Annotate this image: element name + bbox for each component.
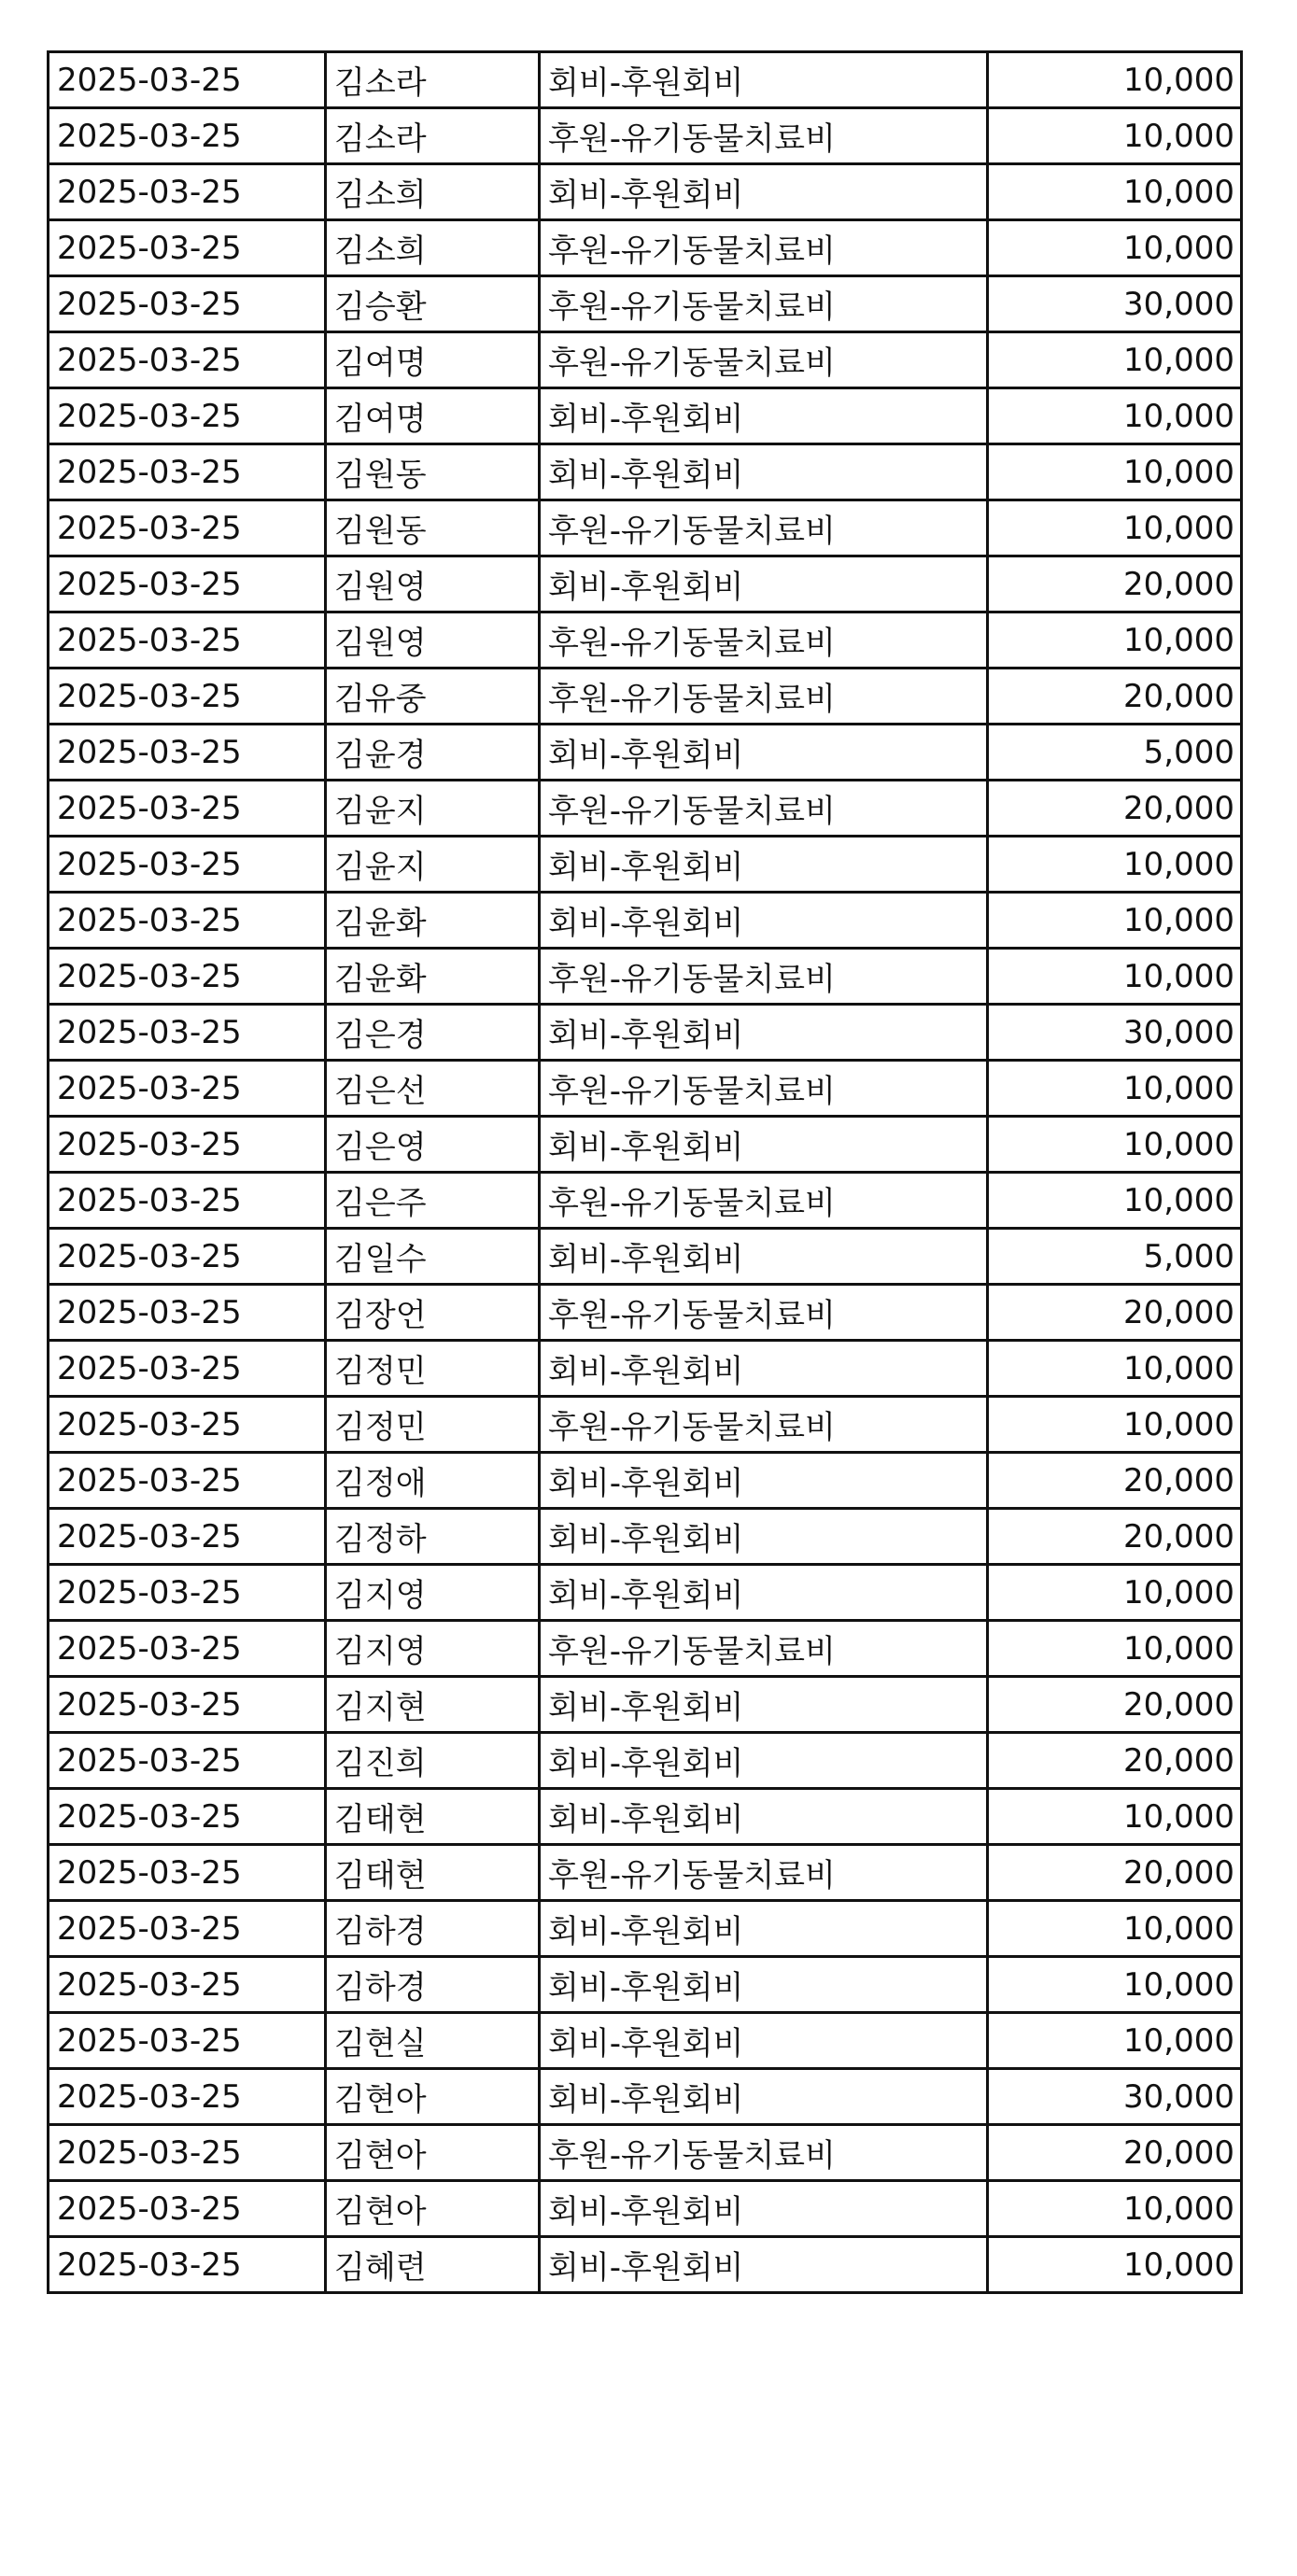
cell-date: 2025-03-25 <box>49 1285 326 1341</box>
cell-donor-name: 김윤경 <box>326 725 540 781</box>
cell-date: 2025-03-25 <box>49 500 326 556</box>
table-row <box>49 1957 1242 2013</box>
cell-category: 회비-후원회비 <box>540 1117 988 1173</box>
cell-amount: 5,000 <box>988 1229 1242 1285</box>
cell-amount: 20,000 <box>988 2125 1242 2181</box>
cell-amount: 20,000 <box>988 669 1242 725</box>
cell-donor-name: 김현아 <box>326 2125 540 2181</box>
cell-donor-name: 김원영 <box>326 556 540 612</box>
cell-category: 회비-후원회비 <box>540 2013 988 2069</box>
cell-amount: 10,000 <box>988 388 1242 444</box>
table-row <box>49 276 1242 332</box>
cell-date: 2025-03-25 <box>49 444 326 500</box>
cell-date: 2025-03-25 <box>49 1173 326 1229</box>
table-row <box>49 108 1242 164</box>
cell-category: 후원-유기동물치료비 <box>540 2125 988 2181</box>
table-row <box>49 332 1242 388</box>
table-row <box>49 220 1242 276</box>
cell-date: 2025-03-25 <box>49 108 326 164</box>
cell-date: 2025-03-25 <box>49 669 326 725</box>
cell-donor-name: 김윤지 <box>326 781 540 837</box>
cell-amount: 20,000 <box>988 1285 1242 1341</box>
cell-date: 2025-03-25 <box>49 1565 326 1621</box>
cell-amount: 30,000 <box>988 1005 1242 1061</box>
cell-date: 2025-03-25 <box>49 52 326 108</box>
cell-donor-name: 김윤화 <box>326 893 540 949</box>
cell-category: 후원-유기동물치료비 <box>540 276 988 332</box>
table-row <box>49 1733 1242 1789</box>
cell-amount: 30,000 <box>988 2069 1242 2125</box>
cell-donor-name: 김지영 <box>326 1621 540 1677</box>
cell-amount: 20,000 <box>988 1677 1242 1733</box>
cell-donor-name: 김은선 <box>326 1061 540 1117</box>
cell-donor-name: 김현아 <box>326 2181 540 2237</box>
ledger-body <box>49 52 1242 2293</box>
cell-date: 2025-03-25 <box>49 1229 326 1285</box>
cell-donor-name: 김윤화 <box>326 949 540 1005</box>
cell-donor-name: 김하경 <box>326 1901 540 1957</box>
cell-category: 후원-유기동물치료비 <box>540 669 988 725</box>
cell-date: 2025-03-25 <box>49 2069 326 2125</box>
cell-category: 회비-후원회비 <box>540 2069 988 2125</box>
cell-amount: 10,000 <box>988 108 1242 164</box>
cell-donor-name: 김승환 <box>326 276 540 332</box>
cell-date: 2025-03-25 <box>49 1677 326 1733</box>
cell-amount: 10,000 <box>988 1621 1242 1677</box>
cell-amount: 10,000 <box>988 1117 1242 1173</box>
cell-category: 후원-유기동물치료비 <box>540 612 988 669</box>
cell-donor-name: 김소라 <box>326 52 540 108</box>
cell-amount: 10,000 <box>988 2181 1242 2237</box>
table-row <box>49 1845 1242 1901</box>
cell-donor-name: 김원동 <box>326 444 540 500</box>
table-row <box>49 612 1242 669</box>
cell-donor-name: 김태현 <box>326 1789 540 1845</box>
cell-amount: 10,000 <box>988 1173 1242 1229</box>
table-row <box>49 949 1242 1005</box>
cell-amount: 10,000 <box>988 164 1242 220</box>
cell-donor-name: 김혜련 <box>326 2237 540 2293</box>
cell-amount: 30,000 <box>988 276 1242 332</box>
cell-date: 2025-03-25 <box>49 949 326 1005</box>
table-row <box>49 556 1242 612</box>
cell-donor-name: 김소희 <box>326 164 540 220</box>
cell-date: 2025-03-25 <box>49 1789 326 1845</box>
cell-donor-name: 김은경 <box>326 1005 540 1061</box>
cell-date: 2025-03-25 <box>49 1397 326 1453</box>
table-row <box>49 1005 1242 1061</box>
cell-date: 2025-03-25 <box>49 612 326 669</box>
cell-amount: 10,000 <box>988 220 1242 276</box>
cell-category: 회비-후원회비 <box>540 725 988 781</box>
cell-category: 회비-후원회비 <box>540 1509 988 1565</box>
cell-amount: 5,000 <box>988 725 1242 781</box>
cell-donor-name: 김여명 <box>326 332 540 388</box>
cell-donor-name: 김유중 <box>326 669 540 725</box>
cell-date: 2025-03-25 <box>49 1005 326 1061</box>
cell-donor-name: 김지현 <box>326 1677 540 1733</box>
cell-category: 회비-후원회비 <box>540 1005 988 1061</box>
cell-donor-name: 김태현 <box>326 1845 540 1901</box>
cell-category: 회비-후원회비 <box>540 893 988 949</box>
cell-donor-name: 김현아 <box>326 2069 540 2125</box>
cell-amount: 10,000 <box>988 837 1242 893</box>
cell-donor-name: 김정민 <box>326 1397 540 1453</box>
cell-amount: 10,000 <box>988 1789 1242 1845</box>
table-row <box>49 2013 1242 2069</box>
cell-donor-name: 김은주 <box>326 1173 540 1229</box>
table-row <box>49 1397 1242 1453</box>
table-row <box>49 1565 1242 1621</box>
cell-category: 회비-후원회비 <box>540 1901 988 1957</box>
cell-date: 2025-03-25 <box>49 2013 326 2069</box>
cell-category: 회비-후원회비 <box>540 444 988 500</box>
cell-date: 2025-03-25 <box>49 725 326 781</box>
cell-category: 후원-유기동물치료비 <box>540 1173 988 1229</box>
cell-amount: 10,000 <box>988 612 1242 669</box>
cell-date: 2025-03-25 <box>49 276 326 332</box>
cell-donor-name: 김윤지 <box>326 837 540 893</box>
cell-amount: 20,000 <box>988 781 1242 837</box>
cell-category: 회비-후원회비 <box>540 1957 988 2013</box>
table-row <box>49 837 1242 893</box>
cell-donor-name: 김지영 <box>326 1565 540 1621</box>
cell-date: 2025-03-25 <box>49 893 326 949</box>
cell-date: 2025-03-25 <box>49 837 326 893</box>
cell-category: 후원-유기동물치료비 <box>540 949 988 1005</box>
table-row <box>49 1173 1242 1229</box>
cell-amount: 10,000 <box>988 444 1242 500</box>
cell-category: 회비-후원회비 <box>540 164 988 220</box>
cell-amount: 20,000 <box>988 556 1242 612</box>
table-row <box>49 1677 1242 1733</box>
table-row <box>49 893 1242 949</box>
cell-date: 2025-03-25 <box>49 1957 326 2013</box>
cell-date: 2025-03-25 <box>49 781 326 837</box>
cell-date: 2025-03-25 <box>49 164 326 220</box>
cell-category: 회비-후원회비 <box>540 1565 988 1621</box>
cell-amount: 10,000 <box>988 1957 1242 2013</box>
cell-amount: 10,000 <box>988 893 1242 949</box>
cell-amount: 10,000 <box>988 1341 1242 1397</box>
cell-date: 2025-03-25 <box>49 2125 326 2181</box>
cell-date: 2025-03-25 <box>49 1453 326 1509</box>
cell-amount: 10,000 <box>988 1397 1242 1453</box>
cell-amount: 10,000 <box>988 1565 1242 1621</box>
cell-category: 후원-유기동물치료비 <box>540 1397 988 1453</box>
donation-ledger-table <box>47 50 1243 2294</box>
cell-category: 후원-유기동물치료비 <box>540 220 988 276</box>
cell-category: 후원-유기동물치료비 <box>540 1061 988 1117</box>
cell-category: 회비-후원회비 <box>540 1789 988 1845</box>
table-row <box>49 725 1242 781</box>
cell-donor-name: 김은영 <box>326 1117 540 1173</box>
table-row <box>49 2125 1242 2181</box>
cell-category: 회비-후원회비 <box>540 1341 988 1397</box>
cell-category: 후원-유기동물치료비 <box>540 781 988 837</box>
table-row <box>49 1285 1242 1341</box>
cell-donor-name: 김소희 <box>326 220 540 276</box>
cell-date: 2025-03-25 <box>49 1845 326 1901</box>
cell-amount: 10,000 <box>988 500 1242 556</box>
cell-date: 2025-03-25 <box>49 1341 326 1397</box>
table-row <box>49 444 1242 500</box>
table-row <box>49 500 1242 556</box>
cell-date: 2025-03-25 <box>49 556 326 612</box>
cell-date: 2025-03-25 <box>49 1621 326 1677</box>
cell-donor-name: 김원동 <box>326 500 540 556</box>
cell-amount: 20,000 <box>988 1845 1242 1901</box>
table-row <box>49 164 1242 220</box>
table-row <box>49 1453 1242 1509</box>
table-row <box>49 1117 1242 1173</box>
table-row <box>49 1509 1242 1565</box>
cell-amount: 10,000 <box>988 1901 1242 1957</box>
table-row <box>49 388 1242 444</box>
cell-donor-name: 김일수 <box>326 1229 540 1285</box>
cell-date: 2025-03-25 <box>49 332 326 388</box>
cell-category: 후원-유기동물치료비 <box>540 1845 988 1901</box>
cell-category: 회비-후원회비 <box>540 52 988 108</box>
cell-category: 회비-후원회비 <box>540 2237 988 2293</box>
table-row <box>49 2237 1242 2293</box>
cell-category: 회비-후원회비 <box>540 837 988 893</box>
cell-date: 2025-03-25 <box>49 2237 326 2293</box>
cell-amount: 20,000 <box>988 1509 1242 1565</box>
table-row <box>49 1229 1242 1285</box>
cell-date: 2025-03-25 <box>49 1061 326 1117</box>
cell-donor-name: 김소라 <box>326 108 540 164</box>
cell-date: 2025-03-25 <box>49 388 326 444</box>
cell-donor-name: 김여명 <box>326 388 540 444</box>
table-row <box>49 781 1242 837</box>
cell-donor-name: 김정하 <box>326 1509 540 1565</box>
cell-donor-name: 김원영 <box>326 612 540 669</box>
table-row <box>49 1061 1242 1117</box>
cell-date: 2025-03-25 <box>49 1733 326 1789</box>
cell-category: 회비-후원회비 <box>540 2181 988 2237</box>
cell-amount: 20,000 <box>988 1453 1242 1509</box>
cell-category: 회비-후원회비 <box>540 1453 988 1509</box>
cell-category: 회비-후원회비 <box>540 556 988 612</box>
cell-category: 회비-후원회비 <box>540 1677 988 1733</box>
cell-donor-name: 김현실 <box>326 2013 540 2069</box>
cell-date: 2025-03-25 <box>49 2181 326 2237</box>
cell-date: 2025-03-25 <box>49 1509 326 1565</box>
cell-category: 회비-후원회비 <box>540 388 988 444</box>
table-row <box>49 52 1242 108</box>
table-row <box>49 2069 1242 2125</box>
cell-category: 회비-후원회비 <box>540 1229 988 1285</box>
cell-amount: 10,000 <box>988 332 1242 388</box>
cell-date: 2025-03-25 <box>49 220 326 276</box>
cell-amount: 10,000 <box>988 52 1242 108</box>
table-row <box>49 1789 1242 1845</box>
cell-date: 2025-03-25 <box>49 1901 326 1957</box>
cell-category: 후원-유기동물치료비 <box>540 1621 988 1677</box>
cell-category: 후원-유기동물치료비 <box>540 500 988 556</box>
cell-category: 회비-후원회비 <box>540 1733 988 1789</box>
cell-donor-name: 김정민 <box>326 1341 540 1397</box>
table-row <box>49 1341 1242 1397</box>
cell-donor-name: 김장언 <box>326 1285 540 1341</box>
cell-category: 후원-유기동물치료비 <box>540 1285 988 1341</box>
cell-category: 후원-유기동물치료비 <box>540 332 988 388</box>
cell-date: 2025-03-25 <box>49 1117 326 1173</box>
cell-amount: 10,000 <box>988 949 1242 1005</box>
cell-amount: 10,000 <box>988 2013 1242 2069</box>
cell-amount: 20,000 <box>988 1733 1242 1789</box>
cell-amount: 10,000 <box>988 2237 1242 2293</box>
cell-category: 후원-유기동물치료비 <box>540 108 988 164</box>
table-row <box>49 1621 1242 1677</box>
table-row <box>49 1901 1242 1957</box>
cell-donor-name: 김진희 <box>326 1733 540 1789</box>
cell-amount: 10,000 <box>988 1061 1242 1117</box>
table-row <box>49 2181 1242 2237</box>
table-row <box>49 669 1242 725</box>
cell-donor-name: 김정애 <box>326 1453 540 1509</box>
cell-donor-name: 김하경 <box>326 1957 540 2013</box>
